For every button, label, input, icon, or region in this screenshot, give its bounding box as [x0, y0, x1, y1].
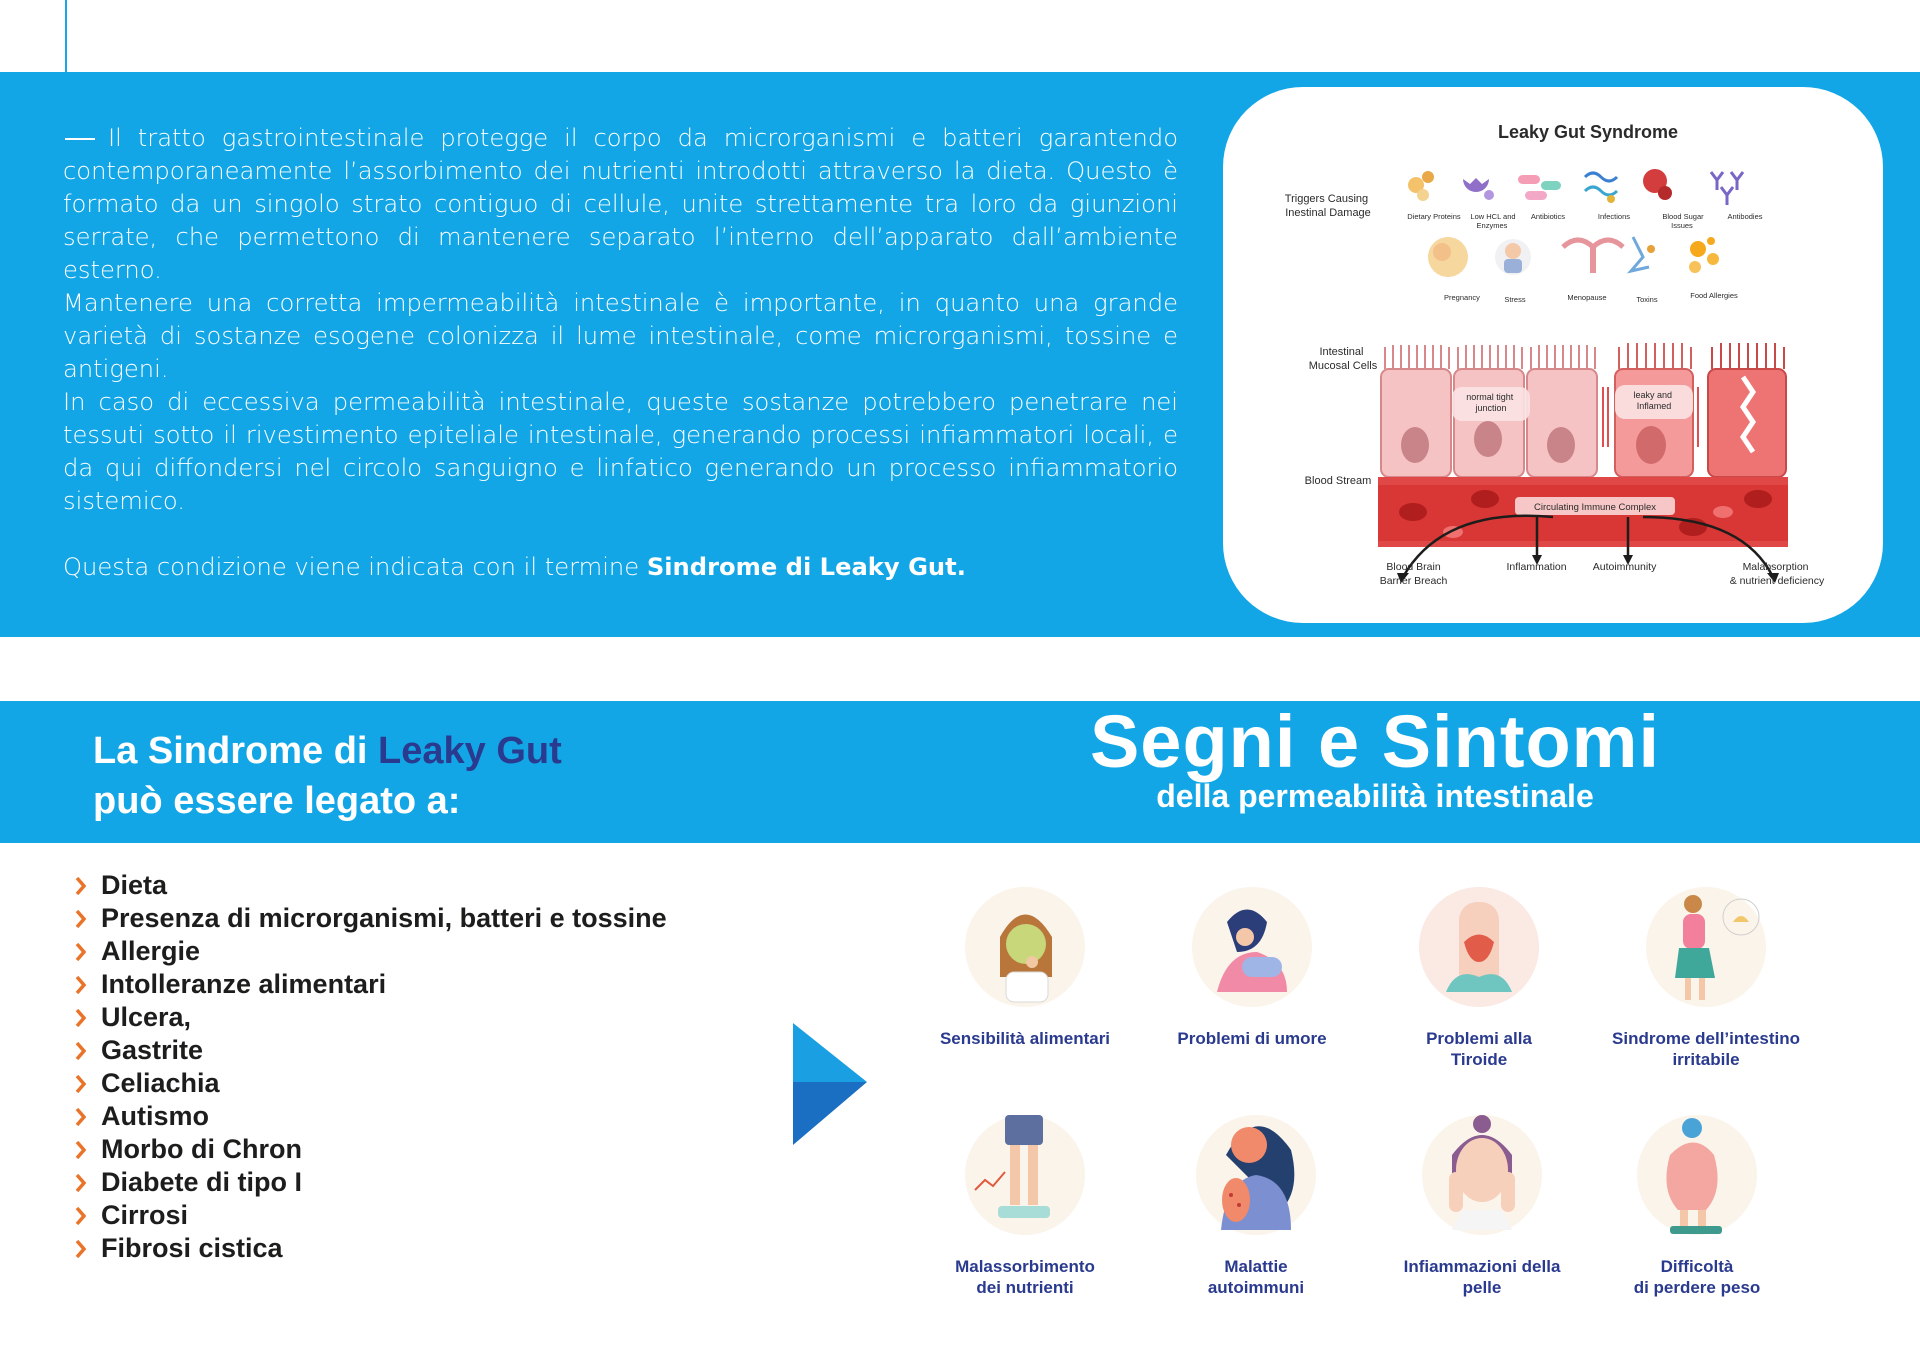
chevron-right-icon	[74, 975, 86, 995]
autoimmune-icon	[1191, 1110, 1321, 1240]
linked-title-prefix: La Sindrome di	[93, 730, 379, 772]
stress-icon	[1495, 239, 1531, 275]
cause-item	[74, 935, 667, 968]
cause-item	[74, 902, 667, 935]
mucosal-label: Intestinal Mucosal Cells	[1308, 346, 1378, 372]
leaky-label: leaky and Inflamed	[1633, 390, 1673, 411]
cell-1	[1381, 345, 1451, 477]
immune-complex-label: Circulating Immune Complex	[1534, 502, 1656, 513]
symptom-label: Problemi di umore	[1177, 1029, 1327, 1048]
symptom-label: Malattie autoimmuni	[1207, 1257, 1305, 1297]
cell-damaged	[1708, 343, 1786, 477]
chevron-right-icon	[74, 1041, 86, 1061]
intro-conclusion-prefix: Questa condizione viene indicata con il termine	[63, 553, 647, 581]
intro-paragraph-3: In caso di eccessiva permeabilità intestinale, queste sostanze potrebbero penetrare nei tessuti sotto il rivestimento epiteliale intestinale, generando processi infiammatori locali, e da qui diffondersi nel circolo sanguigno e linfatico generando un processo infiammatorio sistemico.	[63, 388, 1178, 515]
symptom-thyroid	[1369, 882, 1589, 1070]
cause-item	[74, 1067, 667, 1100]
arrow-right-icon	[793, 1023, 867, 1145]
symptom-weight-loss	[1587, 1110, 1807, 1298]
leaky-gut-diagram	[1223, 87, 1883, 623]
chevron-right-icon	[74, 909, 86, 929]
menopause-icon	[1563, 240, 1623, 273]
skin-inflammation-icon	[1417, 1110, 1547, 1240]
symptom-food-sensitivity	[915, 882, 1135, 1049]
mood-problems-icon	[1187, 882, 1317, 1012]
symptoms-grid	[915, 872, 1815, 1312]
cause-label: Allergie	[101, 936, 201, 966]
symptom-mood	[1142, 882, 1362, 1049]
weight-loss-icon	[1632, 1110, 1762, 1240]
symptom-label: Sensibilità alimentari	[939, 1029, 1111, 1048]
chevron-right-icon	[74, 876, 86, 896]
cause-item	[74, 1034, 667, 1067]
outcome-arrowheads	[1397, 555, 1779, 583]
cause-item	[74, 1199, 667, 1232]
chevron-right-icon	[74, 1173, 86, 1193]
intro-paragraph-1: Il tratto gastrointestinale protegge il corpo da microrganismi e batteri garantendo contemporaneamente l’assorbimento dei nutrienti introdotti attraverso la dieta. Questo è formato da un singolo strato contiguo di cellule, unite strettamente tra loro da giunzioni serrate, che permettono di mantenere separato l’interno dell’apparato dall’ambiente esterno.	[63, 124, 1178, 284]
intro-band	[0, 72, 1920, 637]
cause-label: Autismo	[101, 1101, 209, 1131]
headline-band	[0, 701, 1920, 843]
cause-list	[74, 869, 667, 1265]
intro-conclusion	[63, 551, 1178, 584]
linked-title	[93, 726, 562, 826]
trigger-labels-row-1: Dietary Proteins Low HCL and Enzymes Antibiotics Infections Blood Sugar Issues Antibodies	[1407, 212, 1763, 230]
trigger-labels-row-2: Pregnancy Stress Menopause Toxins Food Allergies	[1444, 291, 1738, 304]
thyroid-icon	[1414, 882, 1544, 1012]
cause-label: Celiachia	[101, 1068, 220, 1098]
antibodies-icon	[1711, 172, 1743, 205]
cause-item	[74, 968, 667, 1001]
symptom-label: Malassorbimento dei nutrienti	[955, 1257, 1095, 1297]
dietary-proteins-icon	[1408, 171, 1434, 201]
cause-item	[74, 1100, 667, 1133]
cause-label: Diabete di tipo I	[101, 1167, 303, 1197]
toxins-icon	[1631, 237, 1655, 271]
cause-item	[74, 869, 667, 902]
cause-item	[74, 1166, 667, 1199]
ibs-icon	[1641, 882, 1771, 1012]
cause-label: Ulcera,	[101, 1002, 192, 1032]
intro-paragraph-2: Mantenere una corretta impermeabilità intestinale è importante, in quanto una grande varietà di sostanze esogene colonizza il lume intestinale, come microrganismi, tossine e antigeni.	[63, 289, 1178, 383]
chevron-right-icon	[74, 1206, 86, 1226]
symptom-label: Problemi alla Tiroide	[1426, 1029, 1532, 1069]
cause-item	[74, 1133, 667, 1166]
chevron-right-icon	[74, 1239, 86, 1259]
antibiotics-icon	[1518, 175, 1561, 200]
enzymes-icon	[1463, 178, 1494, 200]
cause-label: Intolleranze alimentari	[101, 969, 387, 999]
symptom-label: Difficoltà di perdere peso	[1633, 1257, 1761, 1297]
diagram-title: Leaky Gut Syndrome	[1497, 122, 1679, 142]
intestinal-cells	[1381, 343, 1786, 477]
symptom-malabsorption	[915, 1110, 1135, 1298]
linked-title-accent: Leaky Gut	[378, 730, 562, 772]
symptom-autoimmune	[1146, 1110, 1366, 1298]
pregnancy-icon	[1428, 237, 1468, 277]
chevron-right-icon	[74, 1140, 86, 1160]
chevron-right-icon	[74, 1008, 86, 1028]
triggers-label: Triggers Causing Inestinal Damage	[1284, 193, 1371, 219]
chevron-right-icon	[74, 1074, 86, 1094]
blood-stream-label: Blood Stream	[1304, 475, 1372, 487]
trigger-icons-row-2	[1428, 237, 1719, 277]
symptom-label: Sindrome dell’intestino irritabile	[1612, 1029, 1800, 1069]
cause-label: Gastrite	[101, 1035, 204, 1065]
symptom-label: Infiammazioni della pelle	[1403, 1257, 1561, 1297]
signs-title: Segni e Sintomi	[1089, 700, 1661, 783]
cause-label: Presenza di microrganismi, batteri e tossine	[101, 903, 667, 933]
cause-label: Cirrosi	[101, 1200, 189, 1230]
cause-item	[74, 1232, 667, 1265]
cause-label: Morbo di Chron	[101, 1134, 302, 1164]
blood-sugar-icon	[1643, 169, 1672, 200]
intro-conclusion-term: Sindrome di Leaky Gut.	[646, 553, 966, 581]
cause-label: Dieta	[101, 870, 168, 900]
food-sensitivity-icon	[960, 882, 1090, 1012]
cell-3	[1527, 345, 1597, 477]
chevron-right-icon	[74, 1107, 86, 1127]
signs-heading	[1055, 699, 1695, 813]
food-allergies-icon	[1689, 237, 1719, 273]
outcome-labels: Blood Brain Barrier Breach Inflammation Autoimmunity Malabsorption & nutrient deficiency	[1379, 561, 1825, 587]
infections-icon	[1585, 173, 1617, 203]
normal-junction-label: normal tight junction	[1466, 392, 1514, 413]
trigger-icons-row-1	[1408, 169, 1743, 205]
linked-title-line2: può essere legato a:	[93, 780, 461, 822]
cause-label: Fibrosi cistica	[101, 1233, 283, 1263]
symptom-ibs	[1596, 882, 1816, 1070]
chevron-right-icon	[74, 942, 86, 962]
signs-subtitle: della permeabilità intestinale	[1156, 778, 1594, 814]
malabsorption-icon	[960, 1110, 1090, 1240]
symptom-skin-inflammation	[1372, 1110, 1592, 1298]
cause-item	[74, 1001, 667, 1034]
intro-text	[63, 122, 1178, 584]
